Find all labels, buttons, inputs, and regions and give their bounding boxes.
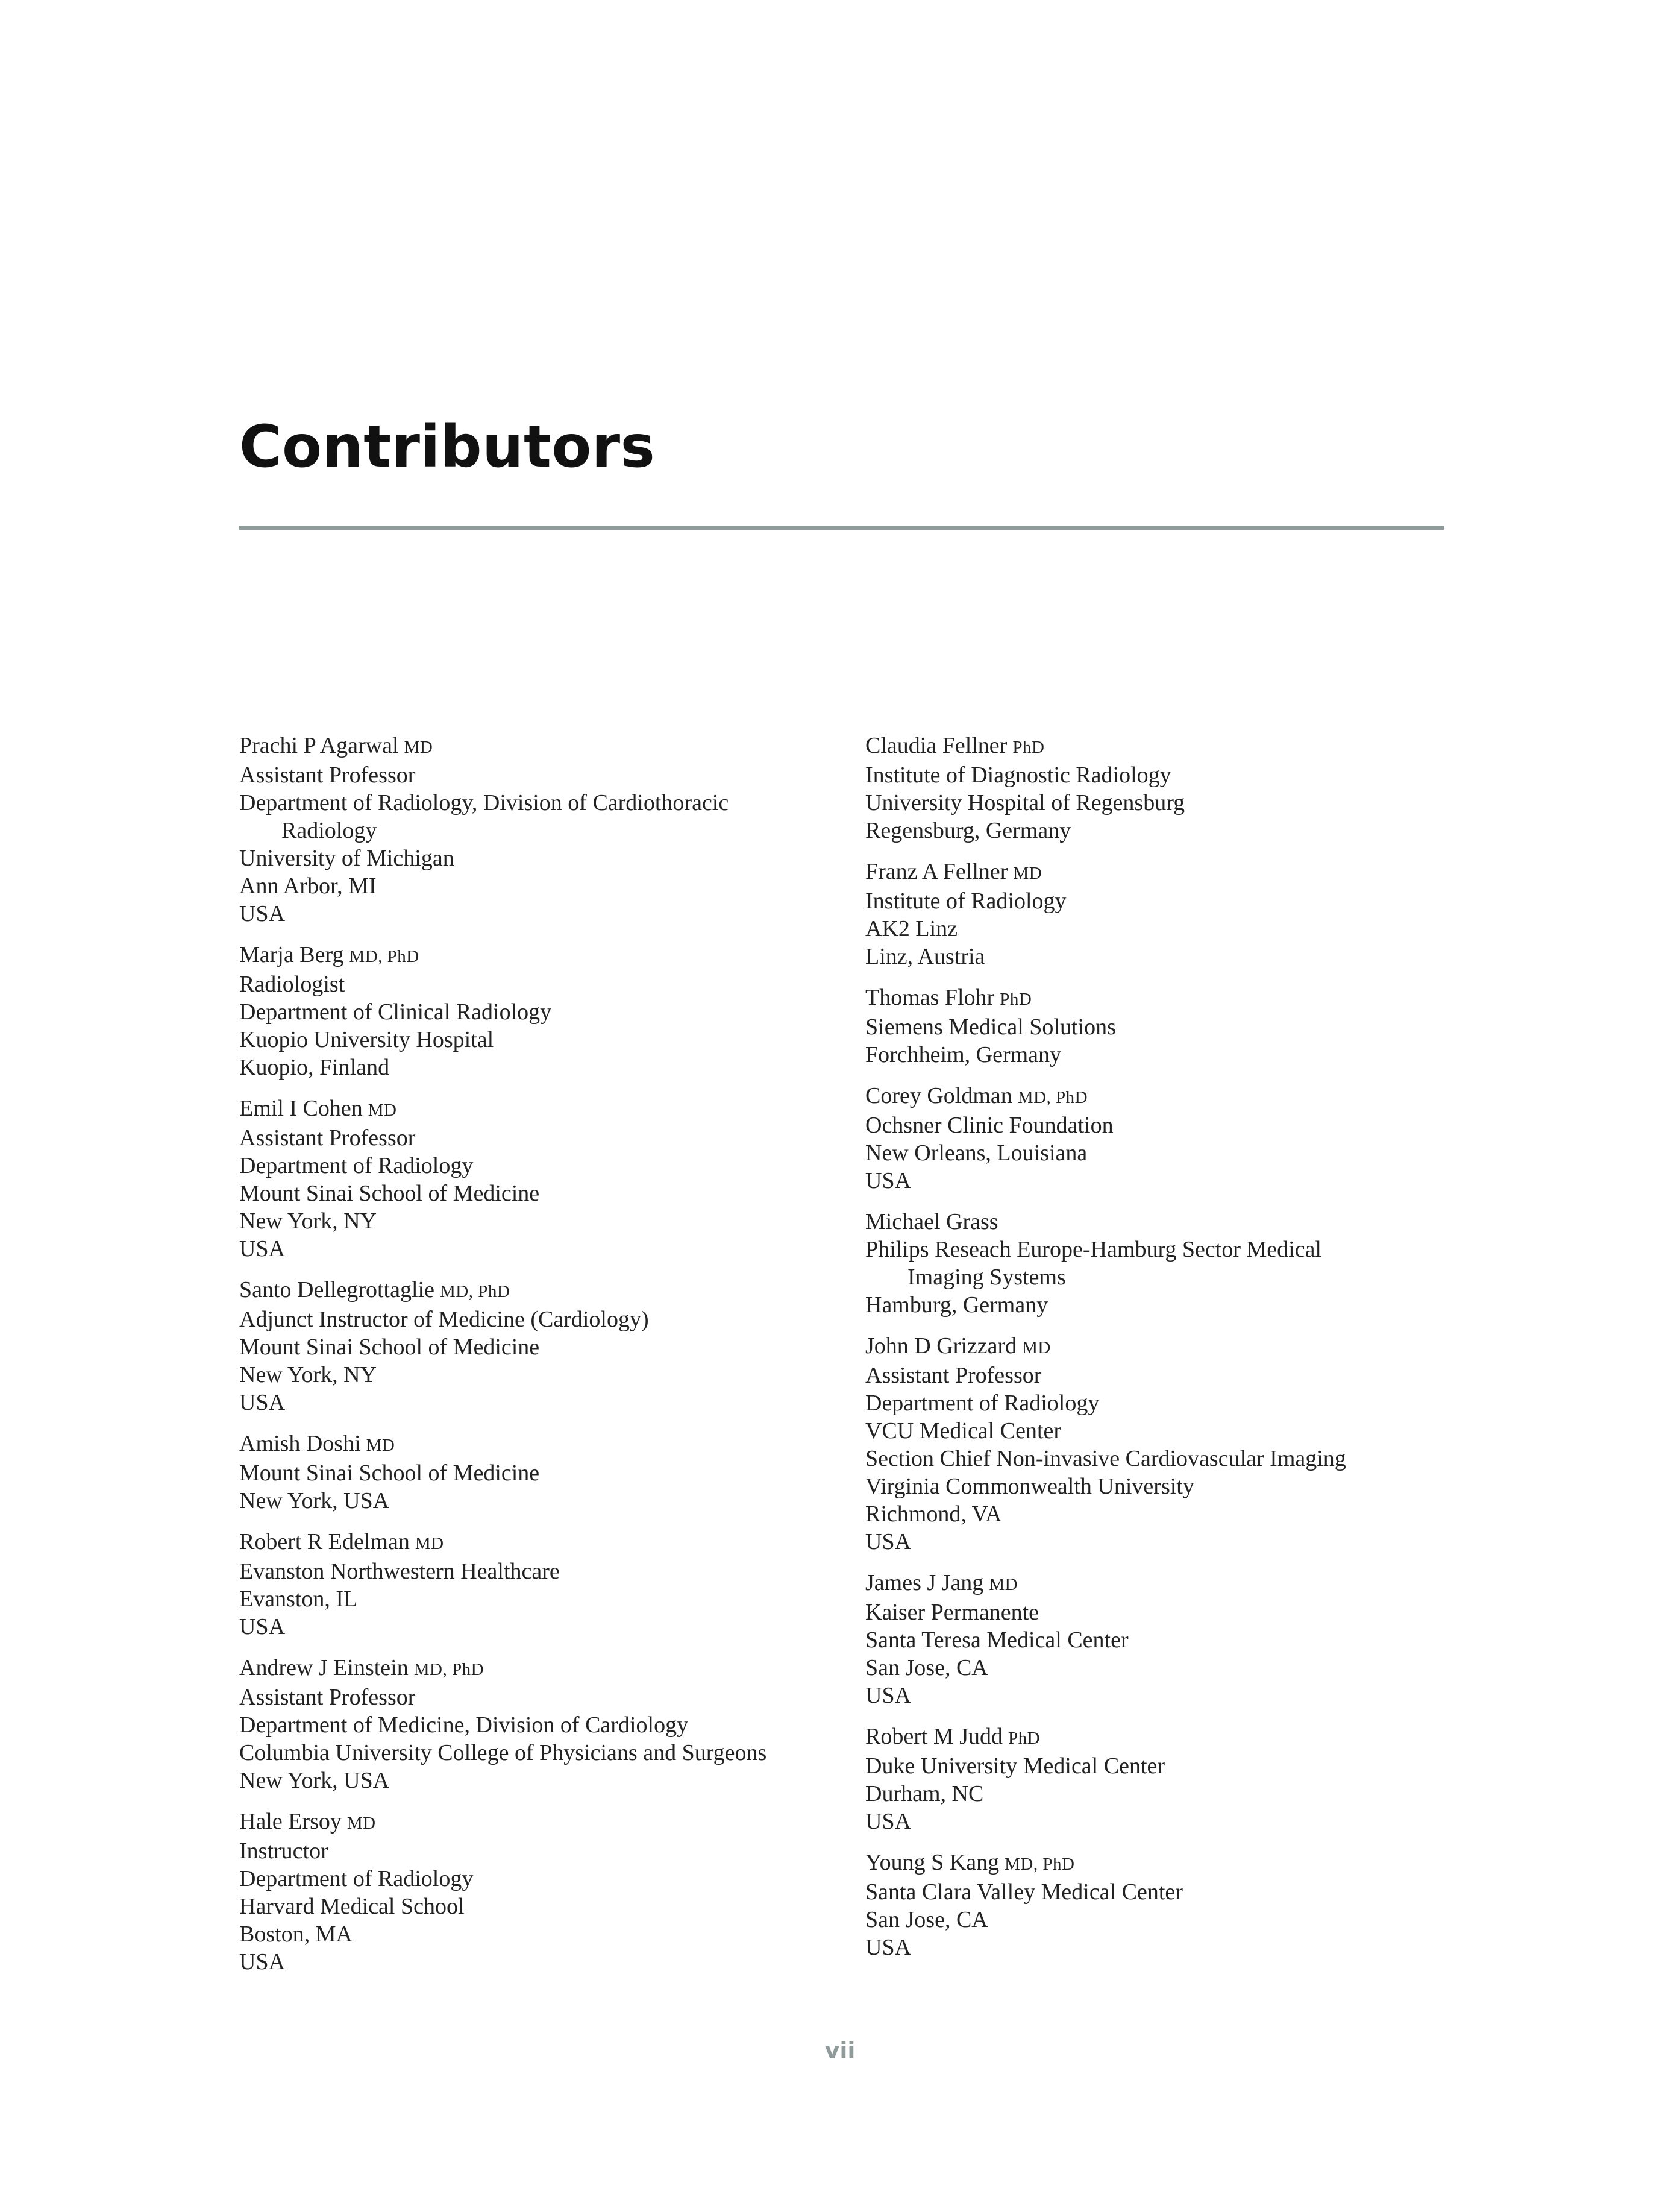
contributor-name: Emil I Cohen [239, 1096, 363, 1121]
contributor-affiliation-line: AK2 Linz [865, 916, 958, 941]
contributor-affiliation-line: Kuopio, Finland [239, 1055, 390, 1080]
contributor-credentials: PhD [1000, 990, 1032, 1009]
contributor-credentials: MD [404, 738, 433, 757]
contributor-affiliation-line: New York, USA [239, 1768, 390, 1793]
contributors-column-right [865, 732, 1468, 1975]
contributor-affiliation-line: Institute of Radiology [865, 888, 1067, 914]
contributor-affiliation-line: Radiologist [239, 972, 345, 997]
contributor-name: Santo Dellegrottaglie [239, 1277, 434, 1303]
contributor-affiliation-line: Evanston Northwestern Healthcare [239, 1559, 560, 1584]
contributor-affiliation-line: Kuopio University Hospital [239, 1027, 494, 1052]
contributor-affiliation-line: New York, NY [239, 1362, 377, 1388]
contributor-affiliation-line: Radiology [281, 818, 377, 843]
contributor-affiliation-line: Forchheim, Germany [865, 1042, 1062, 1067]
contributor-entry [865, 1208, 1468, 1319]
contributor-credentials: MD, PhD [439, 1282, 510, 1301]
contributor-affiliation-line: Virginia Commonwealth University [865, 1474, 1194, 1499]
contributor-affiliation-line: Department of Radiology [239, 1866, 474, 1891]
contributor-affiliation-line: University of Michigan [239, 846, 454, 871]
contributor-affiliation-line: Santa Clara Valley Medical Center [865, 1879, 1183, 1905]
contributor-name-line [865, 732, 1468, 761]
contributor-name: Young S Kang [865, 1850, 1000, 1875]
contributor-affiliation-line: Kaiser Permanente [865, 1600, 1039, 1625]
contributor-affiliation-line: Columbia University College of Physicians and Surgeons [239, 1740, 767, 1765]
contributor-affiliation-line: University Hospital of Regensburg [865, 790, 1185, 816]
contributor-affiliation-line: Imaging Systems [907, 1265, 1066, 1290]
contributor-affiliation-line: Instructor [239, 1838, 328, 1864]
contributor-name-line [865, 858, 1468, 887]
contributor-affiliation-line: San Jose, CA [865, 1655, 988, 1680]
contributor-name: Robert R Edelman [239, 1529, 410, 1554]
contributor-affiliation-line: Department of Radiology [239, 1153, 474, 1178]
contributor-name-line [865, 1723, 1468, 1752]
contributor-credentials: MD [415, 1534, 444, 1553]
contributor-affiliation-line: Siemens Medical Solutions [865, 1014, 1116, 1040]
contributor-affiliation-line: Regensburg, Germany [865, 818, 1071, 843]
contributor-name-line [865, 1082, 1468, 1111]
contributor-name: John D Grizzard [865, 1333, 1017, 1359]
contributor-name-line [239, 732, 842, 761]
contributor-credentials: MD, PhD [349, 947, 419, 966]
contributor-entry [865, 984, 1468, 1069]
page-title: Contributors [239, 413, 656, 480]
contributor-affiliation-line: USA [865, 1168, 912, 1193]
contributor-entry [239, 732, 842, 928]
contributor-entry [239, 1430, 842, 1515]
contributor-affiliation-line: Department of Radiology, Division of Cardiothoracic [239, 790, 729, 816]
contributor-affiliation-line: Adjunct Instructor of Medicine (Cardiology) [239, 1307, 649, 1332]
contributor-affiliation-line: USA [239, 1236, 286, 1262]
contributor-entry [865, 1082, 1468, 1195]
contributor-affiliation-line: Department of Medicine, Division of Cardiology [239, 1712, 689, 1738]
contributor-entry [239, 1808, 842, 1976]
contributor-name-line [239, 1276, 842, 1306]
contributor-affiliation-line: Department of Radiology [865, 1391, 1100, 1416]
contributor-affiliation-line: Harvard Medical School [239, 1894, 465, 1919]
contributor-affiliation-line: VCU Medical Center [865, 1418, 1062, 1444]
contributors-column-left [239, 732, 842, 1989]
contributor-affiliation-line: USA [239, 1614, 286, 1639]
contributor-affiliation-line: Assistant Professor [239, 762, 416, 788]
contributor-affiliation-line: USA [865, 1935, 912, 1960]
contributor-affiliation-line: Evanston, IL [239, 1586, 358, 1612]
contributor-affiliation-line: Department of Clinical Radiology [239, 999, 552, 1025]
contributor-affiliation-line: Hamburg, Germany [865, 1292, 1048, 1318]
contributor-name: Andrew J Einstein [239, 1655, 409, 1680]
contributor-entry [865, 1723, 1468, 1835]
contributor-name: Robert M Judd [865, 1724, 1003, 1749]
contributor-name: Hale Ersoy [239, 1809, 342, 1834]
contributor-affiliation-line: Linz, Austria [865, 944, 985, 969]
contributor-entry [865, 1849, 1468, 1961]
contributor-credentials: MD [346, 1814, 376, 1833]
contributor-credentials: PhD [1008, 1729, 1041, 1748]
contributor-affiliation-line: Ann Arbor, MI [239, 873, 377, 899]
contributor-affiliation-line: Boston, MA [239, 1922, 353, 1947]
contributor-affiliation-line: Mount Sinai School of Medicine [239, 1181, 540, 1206]
contributor-credentials: PhD [1012, 738, 1045, 757]
contributor-name: Claudia Fellner [865, 733, 1008, 758]
title-rule [239, 526, 1444, 530]
contributor-entry [239, 941, 842, 1081]
contributor-affiliation-line: New York, NY [239, 1208, 377, 1234]
contributor-entry [239, 1276, 842, 1416]
contributor-credentials: MD [368, 1101, 397, 1120]
contributor-credentials: MD [1013, 864, 1042, 883]
contributor-name: Prachi P Agarwal [239, 733, 399, 758]
contributor-name-line [239, 1095, 842, 1124]
contributor-name-line [865, 1569, 1468, 1598]
contributor-entry [865, 1332, 1468, 1556]
contributor-affiliation-line: San Jose, CA [865, 1907, 988, 1932]
contributor-credentials: MD [989, 1575, 1018, 1594]
contributor-name-line [239, 1808, 842, 1837]
contributor-name-line [865, 1332, 1468, 1362]
contributor-entry [865, 732, 1468, 844]
contributor-entry [865, 858, 1468, 970]
contributor-affiliation-line: Ochsner Clinic Foundation [865, 1113, 1114, 1138]
page-number: vii [824, 2037, 856, 2064]
contributor-affiliation-line: USA [865, 1529, 912, 1554]
contributor-name-line [239, 1654, 842, 1683]
contributor-affiliation-line: New Orleans, Louisiana [865, 1140, 1088, 1166]
contributor-name: Amish Doshi [239, 1431, 361, 1456]
contributor-affiliation-line: Section Chief Non-invasive Cardiovascular Imaging [865, 1446, 1346, 1471]
contributor-credentials: MD [366, 1436, 395, 1455]
contributor-affiliation-line: Santa Teresa Medical Center [865, 1627, 1129, 1653]
contributor-name-line [239, 1430, 842, 1459]
contributor-affiliation-line: Assistant Professor [239, 1685, 416, 1710]
contributor-entry [865, 1569, 1468, 1709]
contributor-name: Thomas Flohr [865, 985, 995, 1010]
contributor-name: Michael Grass [865, 1209, 998, 1234]
contributor-name-line [239, 941, 842, 970]
contributor-name-line [239, 1528, 842, 1557]
contributor-entry [239, 1095, 842, 1263]
contributor-name: Marja Berg [239, 942, 344, 967]
contributor-affiliation-line: USA [239, 1949, 286, 1975]
contributor-affiliation-line: Institute of Diagnostic Radiology [865, 762, 1171, 788]
contributor-credentials: MD, PhD [1005, 1855, 1075, 1874]
contributor-affiliation-line: Duke University Medical Center [865, 1753, 1165, 1779]
contributor-entry [239, 1654, 842, 1794]
contributor-affiliation-line: USA [865, 1809, 912, 1834]
contributor-name: James J Jang [865, 1570, 984, 1595]
contributor-affiliation-line: USA [239, 1390, 286, 1415]
contributor-credentials: MD, PhD [1017, 1088, 1088, 1107]
contributor-name-line [865, 1208, 1468, 1236]
contributor-affiliation-line: Richmond, VA [865, 1501, 1002, 1527]
contributor-entry [239, 1528, 842, 1641]
contributor-name: Corey Goldman [865, 1083, 1012, 1108]
contributor-affiliation-line: Mount Sinai School of Medicine [239, 1460, 540, 1486]
contributor-name-line [865, 984, 1468, 1013]
contributor-affiliation-line: New York, USA [239, 1488, 390, 1513]
contributor-affiliation-line: Philips Reseach Europe-Hamburg Sector Medical [865, 1237, 1321, 1262]
contributor-credentials: MD, PhD [413, 1660, 484, 1679]
contributor-name: Franz A Fellner [865, 859, 1008, 884]
contributor-affiliation-line: Durham, NC [865, 1781, 984, 1806]
contributor-affiliation-line: Assistant Professor [865, 1363, 1042, 1388]
contributor-name-line [865, 1849, 1468, 1878]
contributor-affiliation-line: Mount Sinai School of Medicine [239, 1334, 540, 1360]
contributor-affiliation-line: USA [865, 1683, 912, 1708]
contributor-affiliation-line: USA [239, 901, 286, 926]
contributor-credentials: MD [1022, 1338, 1051, 1357]
contributor-affiliation-line: Assistant Professor [239, 1125, 416, 1151]
